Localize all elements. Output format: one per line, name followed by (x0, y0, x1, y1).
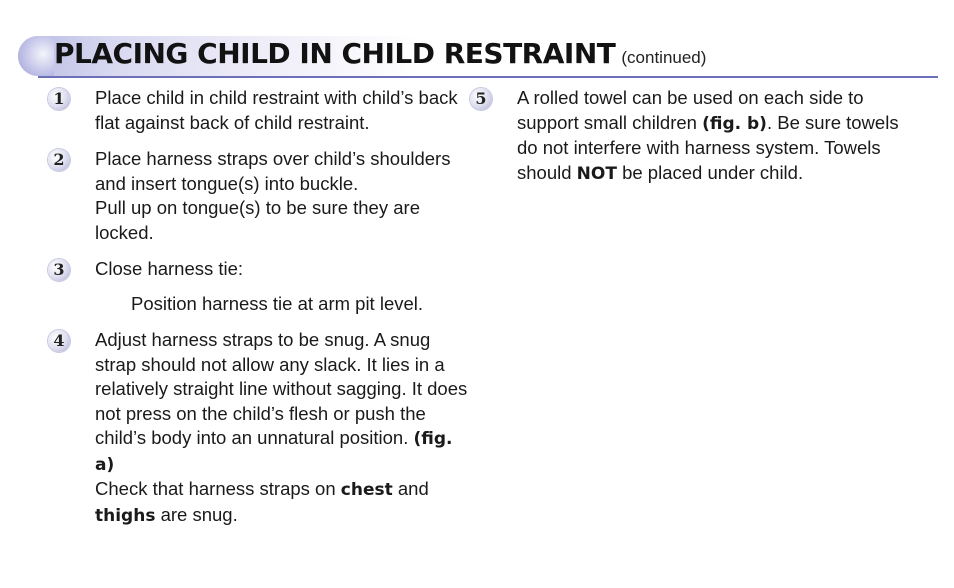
step-text-check (95, 477, 468, 528)
page-title-continued: (continued) (621, 48, 707, 67)
header-rule (38, 76, 938, 78)
right-column (470, 86, 900, 198)
header-cap-ornament (18, 36, 54, 76)
step-number-badge: 2 (48, 149, 70, 171)
step-number-badge: 4 (48, 330, 70, 352)
emphasis-not: NOT (576, 163, 617, 184)
step-number-badge: 1 (48, 88, 70, 110)
step-text (517, 86, 900, 186)
emphasis-thighs: thighs (95, 505, 156, 526)
step-text-body: Adjust harness straps to be snug. A snug strap should not allow any slack. It lies in a relatively straight line without sagging. It does not press on the child’s flesh or push the child’s body into an unnatural position. (95, 329, 468, 448)
section-header (18, 36, 938, 80)
figure-reference: (fig. a) (95, 429, 453, 475)
step-text: Place harness straps over child’s shoulders and insert tongue(s) into buckle. (95, 148, 451, 194)
check-text-pre: Check that harness straps on (95, 478, 341, 499)
step-text-middle: . Be sure towels do not interfere with harness system. Towels should (517, 111, 899, 183)
step-number-badge: 5 (470, 88, 492, 110)
step-4 (48, 328, 468, 528)
step-number-badge: 3 (48, 259, 70, 281)
step-3 (48, 257, 468, 316)
step-text-followup: Pull up on tongue(s) to be sure they are locked. (95, 197, 420, 243)
step-text: Close harness tie: (95, 258, 244, 279)
check-text-post: are snug. (155, 503, 238, 525)
page-title-text: PLACING CHILD IN CHILD RESTRAINT (54, 37, 616, 70)
step-text: Place child in child restraint with child’s back flat against back of child restraint. (95, 87, 458, 133)
step-text (95, 328, 468, 477)
step-text-end: be placed under child. (616, 161, 804, 183)
step-5 (470, 86, 900, 186)
left-column (48, 86, 468, 540)
check-text-and: and (392, 478, 429, 499)
figure-reference: (fig. b) (702, 113, 767, 134)
page-title (54, 37, 706, 70)
step-2 (48, 147, 468, 245)
step-1 (48, 86, 468, 135)
emphasis-chest: chest (340, 480, 393, 500)
step-text-body: A rolled towel can be used on each side to support small children (517, 87, 864, 133)
step-subtext: Position harness tie at arm pit level. (131, 292, 424, 314)
